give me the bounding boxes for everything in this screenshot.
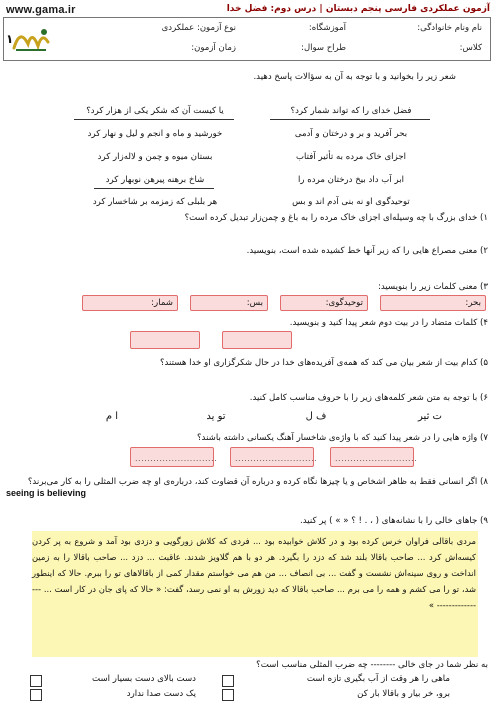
student-name-label: نام ونام خانوادگی: [417, 23, 482, 33]
poem-line-3-right: اجزای خاک مرده به تأثیر آفتاب [295, 152, 407, 162]
page-number: ۱ [6, 32, 14, 46]
word-tohidgooy: توحیدگوی: [325, 298, 363, 308]
poem-line-2-right: بحر آفرید و بر و درختان و آدمی [294, 129, 408, 139]
poem-line-5-left: هر بلبلی که زمزمه بر شاخسار کرد [92, 197, 218, 207]
word-box-bahr[interactable] [380, 295, 486, 311]
english-proverb: seeing is believing [6, 488, 87, 498]
school-label: آموزشگاه: [308, 23, 346, 33]
exam-type-label: نوع آزمون: عملکردی [161, 23, 236, 33]
class-label: کلاس: [459, 43, 482, 53]
site-url: www.gama.ir [6, 4, 76, 16]
option-3-checkbox[interactable] [30, 689, 42, 701]
underline-4-left [94, 188, 214, 189]
gama-logo-icon [10, 24, 52, 54]
word-box-tohidgooy[interactable] [280, 295, 368, 311]
poem-line-3-left: بستان میوه و چمن و لاله‌زار کرد [97, 152, 213, 162]
poem-line-1-left: یا کیست آن که شکر یکی از هزار کرد؟ [86, 106, 224, 116]
question-3: ۳) معنی کلمات زیر را بنویسید: [377, 282, 488, 292]
antonym-box-1[interactable] [222, 331, 292, 349]
rhyme-box-1[interactable]: ........................... [130, 447, 214, 467]
poem-line-5-right: توحیدگوی او نه بنی آدم اند و بس [292, 197, 410, 207]
option-2: ماهی را هر وقت از آب بگیری تازه است [306, 674, 450, 684]
document-title: آزمون عملکردی فارسی پنجم دبستان | درس دوم: فضل خدا [226, 4, 490, 14]
option-1: دست بالای دست بسیار است [92, 674, 196, 684]
question-7: ۷) واژه هایی را در شعر پیدا کنید که با واژه‌ی شاخسار آهنگ یکسانی داشته باشند؟ [197, 433, 488, 443]
designer-label: طراح سوال: [301, 43, 346, 53]
poem-line-4-right: ابر آب داد بیخ درختان مرده را [298, 175, 404, 185]
word-box-bas[interactable] [190, 295, 268, 311]
fragment-2: ف ل [305, 411, 327, 422]
rhyme-box-3[interactable]: ........................... [330, 447, 414, 467]
word-bas: بس: [246, 298, 263, 308]
question-2: ۲) معنی مصراع هایی را که زیر آنها خط کشیده شده است، بنویسید. [246, 246, 488, 256]
poem-line-2-left: خورشید و ماه و انجم و لیل و نهار کرد [87, 129, 223, 139]
underline-1-right [270, 119, 430, 120]
fragment-3: تو ید [206, 411, 226, 422]
poem-line-4-left: شاخ برهنه پیرهن نوبهار کرد [105, 175, 205, 185]
question-1: ۱) خدای بزرگ با چه وسیله‌ای اجزای خاک مرده را به باغ و چمن‌زار تبدیل کرده است؟ [184, 213, 488, 223]
option-2-checkbox[interactable] [222, 675, 234, 687]
duration-label: زمان آزمون: [191, 43, 236, 53]
story-text: مردی باقالی فراوان خرس کرده بود و در کلاش خوابیده بود ... فردی که کلاش زورگویی و دزدی بود آمد و شروع به پر کردن کیسه‌اش کرد ... صاحب باقالا بلند شد که دزد را بگیرد. هر دو با هم گلاویز شدند. عاقبت ... دزد ... صاحب باقالا را به زمین انداخت و روی سینه‌اش نشست و گفت ... بی انصاف ... من هم می خواستم مقدار کمی از باقالاهای تو را ببرم. حالا که اینطور شد، تو را می کشم و همه را می برم ... صاحب باقالا که دید زورش به او نمی رسد، گفت: « حالا که پای جان در کار است ... ---------------- » [32, 536, 476, 610]
word-box-shomar[interactable] [82, 295, 178, 311]
option-1-checkbox[interactable] [30, 675, 42, 687]
antonym-box-2[interactable] [130, 331, 200, 349]
fill-question: به نظر شما در جای خالی -------- چه ضرب المثلی مناسب است؟ [256, 660, 488, 670]
question-9: ۹) جاهای خالی را با نشانه‌های ( ، . ! ؟ « » ) پر کنید. [300, 516, 488, 526]
poem-line-1-right: فضل خدای را که تواند شمار کرد؟ [290, 106, 412, 116]
rhyme-box-2[interactable]: ........................... [230, 447, 314, 467]
question-6: ۶) با توجه به متن شعر کلمه‌های زیر را با حروف مناسب کامل کنید. [249, 393, 488, 403]
question-8: ۸) اگر انسانی فقط به ظاهر اشخاص و یا چیزها نگاه کرده و درباره آن قضاوت کند، درباره‌ی او چه ضرب المثلی را به کار می‌برند؟ [27, 477, 488, 487]
fragment-1: ت ثیر [418, 411, 442, 422]
option-4-checkbox[interactable] [222, 689, 234, 701]
fragment-4: ا م [105, 411, 119, 422]
instruction: شعر زیر را بخوانید و با توجه به آن به سؤالات پاسخ دهید. [253, 72, 456, 82]
word-shomar: شمار: [151, 298, 173, 308]
question-5: ۵) کدام بیت از شعر بیان می کند که همه‌ی آفریده‌های خدا در حال شکرگزاری او خدا هستند؟ [159, 358, 488, 368]
question-4: ۴) کلمات متضاد را در بیت دوم شعر پیدا کنید و بنویسید. [289, 318, 488, 328]
underline-1-left [74, 119, 234, 120]
word-bahr: بحر: [465, 298, 481, 308]
option-4: برو، خر بیار و باقالا بار کن [357, 689, 450, 699]
option-3: یک دست صدا ندارد [126, 689, 196, 699]
